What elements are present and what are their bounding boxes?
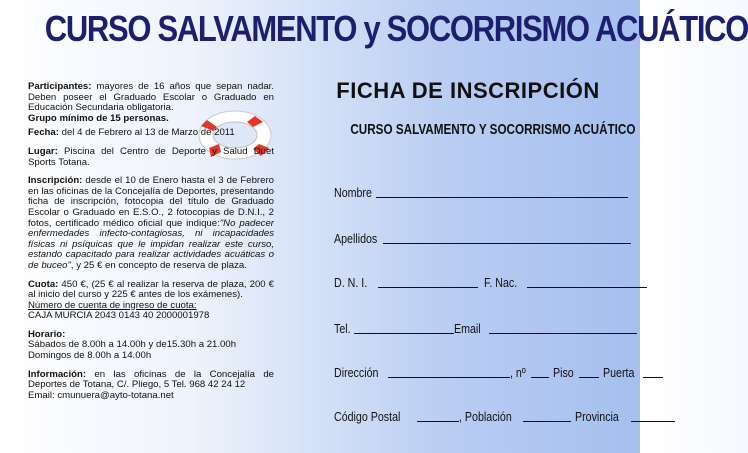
provincia-field[interactable]: [631, 421, 675, 422]
poblacion-field[interactable]: [523, 421, 571, 422]
email-label: Email: [454, 321, 481, 336]
direccion-field[interactable]: [388, 377, 510, 378]
fnac-label: F. Nac.: [484, 275, 518, 290]
piso-field[interactable]: [579, 377, 599, 378]
lugar-text: Piscina del Centro de Deporte y Salud Duet Sports Totana.: [28, 145, 274, 168]
apellidos-label: Apellidos: [334, 231, 378, 246]
inscripcion-paragraph: [28, 176, 274, 271]
participantes-label: Participantes:: [28, 81, 92, 92]
nombre-label: Nombre: [334, 185, 372, 200]
dni-field[interactable]: [378, 287, 478, 288]
direccion-label: Dirección: [334, 365, 379, 380]
grupo-text: Grupo mínimo de 15 personas.: [28, 112, 169, 124]
cp-field[interactable]: [417, 421, 459, 422]
dni-row: [334, 270, 647, 290]
cuenta-label: Número de cuenta de ingreso de cuota:: [28, 299, 197, 311]
tel-label: Tel.: [334, 321, 351, 336]
nombre-field[interactable]: [376, 197, 628, 198]
inscripcion-text: desde el 10 de Enero hasta el 3 de Febrero en las oficinas de la Concejalía de Deportes, presentando ficha de inscripción, fotocopia del título de Graduado Escolar o Graduado en E.S.O., 2 fotocopias de D.N.I., 2 fotos, certificado médico oficial que indique:: [28, 175, 274, 229]
fnac-field[interactable]: [527, 287, 647, 288]
participantes-text: mayores de 16 años que sepan nadar. Deben poseer el Graduado Escolar o Graduado en Educación Secundaria obligatoria.: [28, 81, 274, 114]
direccion-row: [334, 360, 663, 380]
apellidos-row: [334, 226, 631, 246]
horario-paragraph: [28, 330, 274, 362]
nombre-row: [334, 180, 628, 200]
fecha-text: del 4 de Febrero al 13 de Marzo de 2011: [58, 127, 235, 139]
main-title: CURSO SALVAMENTO y SOCORRISMO ACUÁTICO: [44, 8, 748, 49]
cuota-label: Cuota:: [28, 278, 59, 290]
course-info: [28, 82, 274, 409]
puerta-field[interactable]: [643, 377, 663, 378]
apellidos-field[interactable]: [383, 243, 631, 244]
numero-field[interactable]: [531, 377, 549, 378]
fecha-label: Fecha:: [28, 127, 59, 139]
poblacion-label: , Población: [458, 409, 512, 424]
email-contact: Email: cmunuera@ayto-totana.net: [28, 389, 174, 401]
dni-label: D. N. I.: [334, 275, 368, 290]
cuota-paragraph: [28, 280, 274, 322]
tel-email-row: [334, 316, 637, 336]
cp-row: [334, 404, 675, 424]
informacion-label: Información:: [28, 368, 87, 380]
informacion-text: en las oficinas de la Concejalía de Deportes de Totana, C/. Pliego, 5 Tel. 968 42 24 12: [28, 368, 274, 391]
form-title: FICHA DE INSCRIPCIÓN: [336, 78, 600, 103]
informacion-paragraph: [28, 370, 274, 402]
inscripcion-quote: "No padecer enfermedades infecto-contagiosas, ni incapacidades físicas ni psíquicas que le impidan realizar este curso, estando capacitado para realizar actividades acuáticas o de buceo": [28, 217, 274, 271]
inscripcion-label: Inscripción:: [28, 175, 83, 187]
fecha-paragraph: [28, 128, 274, 139]
email-field[interactable]: [489, 333, 637, 334]
provincia-label: Provincia: [575, 409, 620, 424]
lugar-label: Lugar:: [28, 145, 58, 157]
lugar-paragraph: [28, 147, 274, 168]
numero-label: , nº: [510, 365, 526, 380]
horario-label: Horario:: [28, 328, 66, 340]
puerta-label: Puerta: [602, 365, 635, 380]
participantes-paragraph: [28, 82, 274, 124]
piso-label: Piso: [553, 365, 575, 380]
horario-line-1: Sábados de 8.00h a 14.00h y de15.30h a 21.00h: [28, 339, 237, 351]
form-subtitle: CURSO SALVAMENTO Y SOCORRISMO ACUÁTICO: [350, 121, 636, 138]
cp-label: Código Postal: [334, 409, 401, 424]
cuenta-text: CAJA MURCIA 2043 0143 40 2000001978: [28, 310, 210, 322]
cuota-text: 450 €, (25 € al realizar la reserva de plaza, 200 € al inicio del curso y 225 € antes de los exámenes).: [28, 278, 274, 301]
inscripcion-tail: , y 25 € en concepto de reserva de plaza.: [70, 259, 247, 271]
horario-line-2: Domingos de 8.00h a 14.00h: [28, 350, 152, 362]
tel-field[interactable]: [354, 333, 454, 334]
